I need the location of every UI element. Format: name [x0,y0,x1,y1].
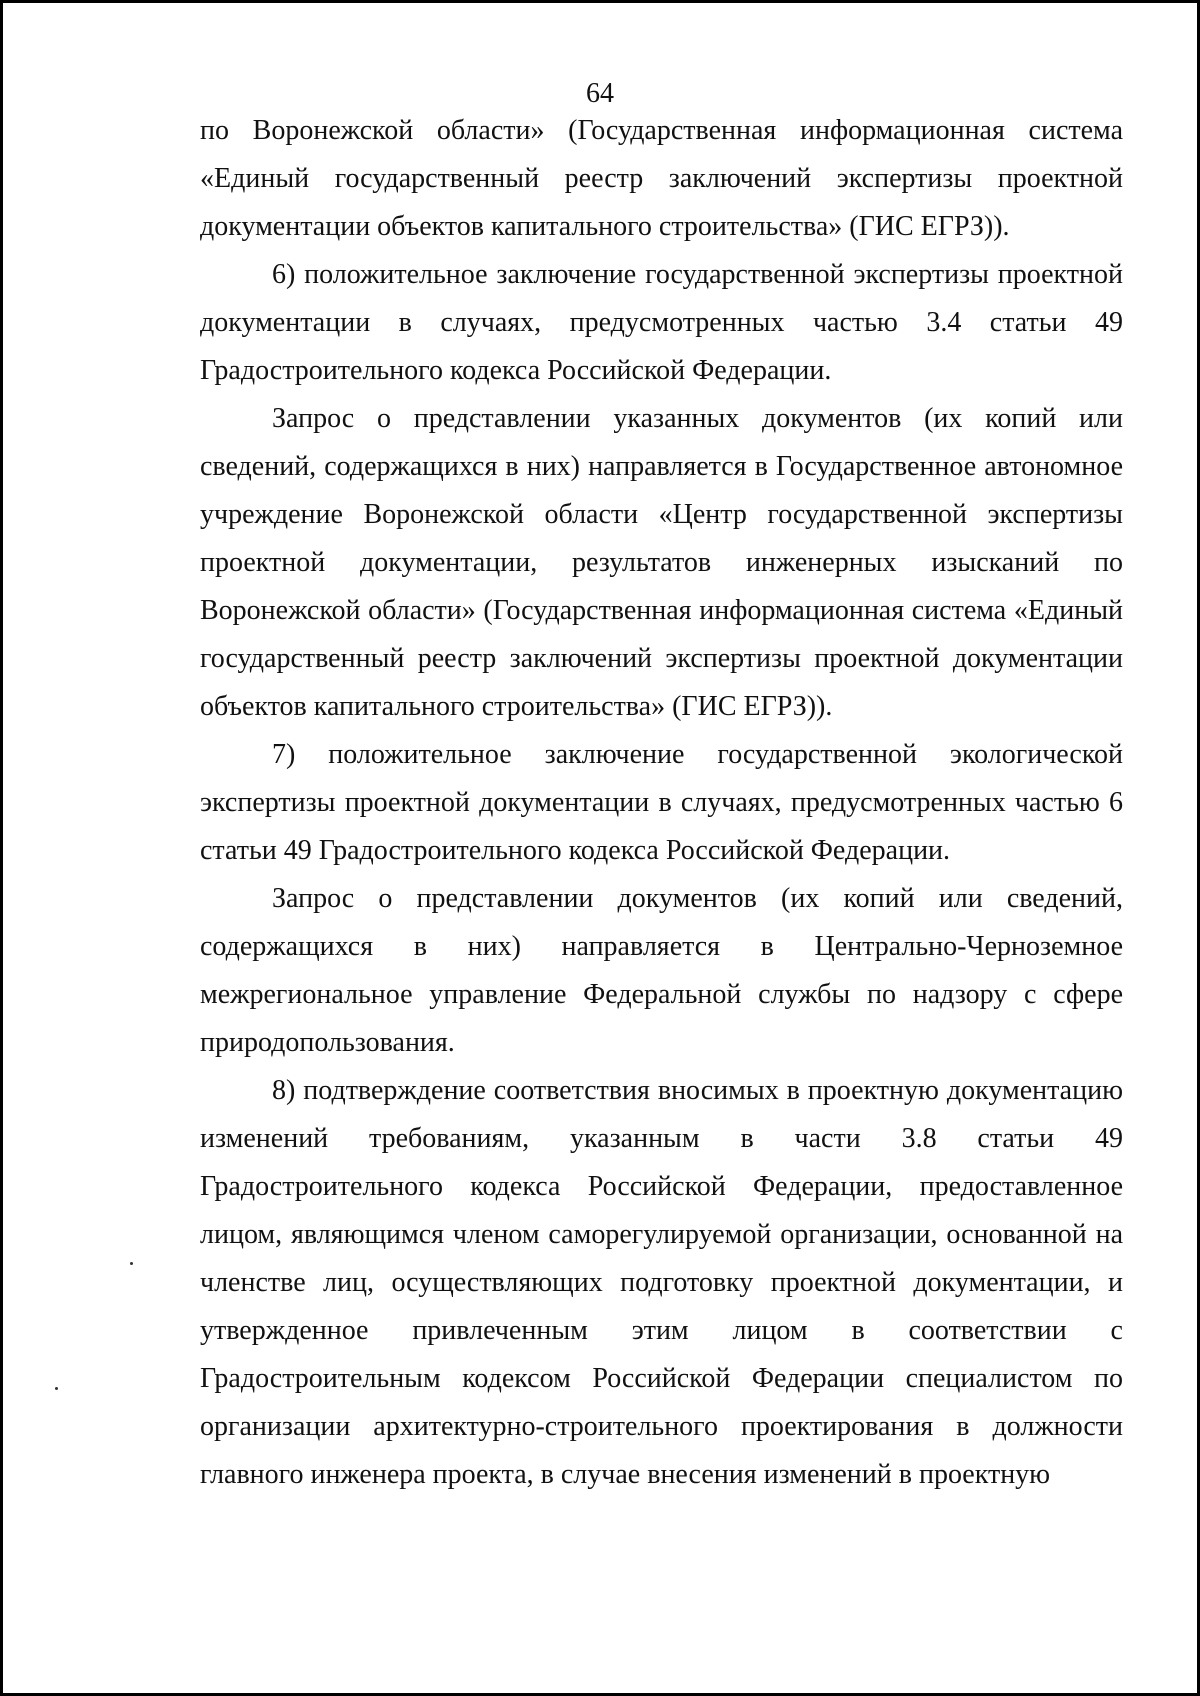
document-body [200,107,1123,1499]
paragraph-request-1: Запрос о представлении указанных документов (их копий или сведений, содержащихся в них) направляется в Государственное автономное учреждение Воронежской области «Центр государственной экспертизы проектной документации, результатов инженерных изысканий по Воронежской области» (Государственная информационная система «Единый государственный реестр заключений экспертизы проектной документации объектов капитального строительства» (ГИС ЕГРЗ)). [200,403,1123,722]
paragraph-item-7: 7) положительное заключение государственной экологической экспертизы проектной документации в случаях, предусмотренных частью 6 статьи 49 Градостроительного кодекса Российской Федерации. [200,739,1123,866]
paragraph-continuation: по Воронежской области» (Государственная информационная система «Единый государственный реестр заключений экспертизы проектной документации объектов капитального строительства» (ГИС ЕГРЗ)). [200,115,1123,242]
page-number: 64 [586,78,614,109]
paragraph-item-6: 6) положительное заключение государственной экспертизы проектной документации в случаях, предусмотренных частью 3.4 статьи 49 Градостроительного кодекса Российской Федерации. [200,259,1123,386]
paragraph-request-2: Запрос о представлении документов (их копий или сведений, содержащихся в них) направляется в Центрально-Черноземное межрегиональное управление Федеральной службы по надзору с сфере природопользования. [200,883,1123,1058]
scan-speck [55,1387,58,1390]
scan-speck [130,1262,133,1265]
paragraph-item-8: 8) подтверждение соответствия вносимых в проектную документацию изменений требованиям, указанным в части 3.8 статьи 49 Градостроительного кодекса Российской Федерации, предоставленное лицом, являющимся членом саморегулируемой организации, основанной на членстве лиц, осуществляющих подготовку проектной документации, и утвержденное привлеченным этим лицом в соответствии с Градостроительным кодексом Российской Федерации специалистом по организации архитектурно-строительного проектирования в должности главного инженера проекта, в случае внесения изменений в проектную [200,1075,1123,1490]
